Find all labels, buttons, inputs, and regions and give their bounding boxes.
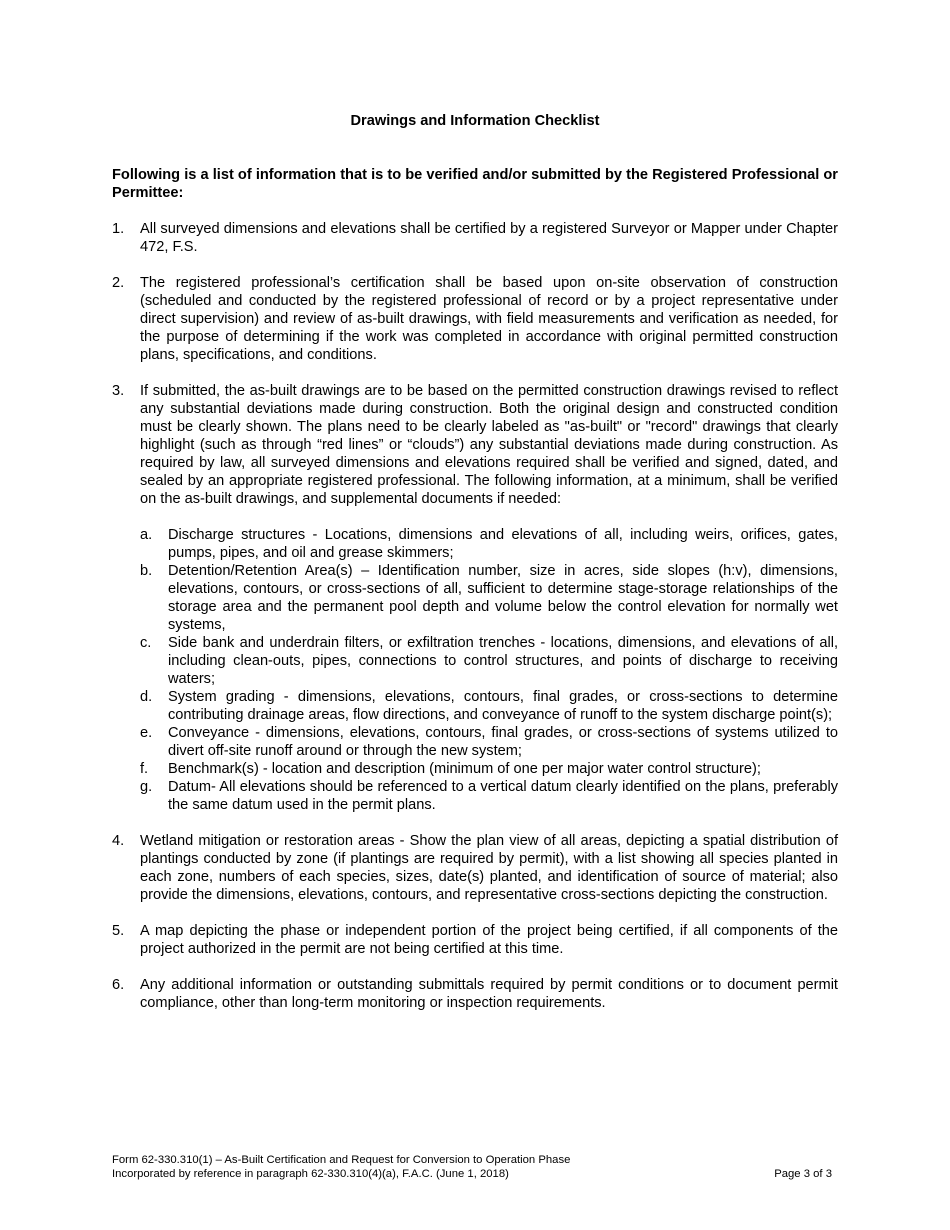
sub-list-item xyxy=(140,634,838,688)
intro-paragraph: Following is a list of information that is to be verified and/or submitted by the Registered Professional or Permittee: xyxy=(112,167,838,201)
sub-list-item xyxy=(140,760,838,778)
sub-item-text: Conveyance - dimensions, elevations, contours, final grades, or cross-sections of systems utilized to divert off-site runoff around or through the new system; xyxy=(168,725,838,759)
sub-item-text: Benchmark(s) - location and description (minimum of one per major water control structure); xyxy=(168,761,761,777)
footer-form-line: Form 62-330.310(1) – As-Built Certification and Request for Conversion to Operation Phase xyxy=(112,1154,571,1166)
sub-item-letter: a. xyxy=(140,527,153,543)
item-text: All surveyed dimensions and elevations shall be certified by a registered Surveyor or Mapper under Chapter 472, F.S. xyxy=(140,221,838,255)
sub-item-letter: g. xyxy=(140,779,153,795)
list-item xyxy=(112,274,838,364)
list-item xyxy=(112,922,838,958)
page-number: Page 3 of 3 xyxy=(774,1168,832,1180)
sub-list-item xyxy=(140,526,838,562)
item-number: 2. xyxy=(112,275,125,291)
list-item xyxy=(112,220,838,256)
sub-item-text: Datum- All elevations should be referenced to a vertical datum clearly identified on the plans, preferably the same datum used in the permit plans. xyxy=(168,779,838,813)
sub-item-text: Discharge structures - Locations, dimensions and elevations of all, including weirs, orifices, gates, pumps, pipes, and oil and grease skimmers; xyxy=(168,527,838,561)
item-number: 1. xyxy=(112,221,125,237)
page-footer xyxy=(112,1153,832,1181)
item-number: 3. xyxy=(112,383,125,399)
sub-item-letter: c. xyxy=(140,635,152,651)
list-item xyxy=(112,832,838,904)
page-title: Drawings and Information Checklist xyxy=(350,113,600,129)
list-item xyxy=(112,976,838,1012)
list-item xyxy=(112,382,838,814)
sub-list-item xyxy=(140,562,838,634)
sub-item-letter: b. xyxy=(140,563,153,579)
item-text: If submitted, the as-built drawings are to be based on the permitted construction drawings revised to reflect any substantial deviations made during construction. Both the original design and constructed condition must be clearly shown. The plans need to be clearly labeled as "as-built" or "record" drawings that clearly highlight (such as through “red lines” or “clouds”) any substantial deviations made during construction. As required by law, all surveyed dimensions and elevations required shall be verified and signed, dated, and sealed by an appropriate registered professional. The following information, at a minimum, shall be verified on the as-built drawings, and supplemental documents if needed: xyxy=(140,383,838,507)
sub-item-letter: d. xyxy=(140,689,153,705)
item-text: Any additional information or outstanding submittals required by permit conditions or to document permit compliance, other than long-term monitoring or inspection requirements. xyxy=(140,977,838,1011)
sub-item-letter: e. xyxy=(140,725,153,741)
sub-checklist xyxy=(140,526,838,814)
item-text: The registered professional’s certification shall be based upon on-site observation of construction (scheduled and conducted by the registered professional of record or by a project representative under direct supervision) and review of as-built drawings, with field measurements and verification as needed, for the purpose of determining if the work was completed in accordance with original permitted construction plans, specifications, and conditions. xyxy=(140,275,838,363)
item-number: 4. xyxy=(112,833,125,849)
sub-list-item xyxy=(140,724,838,760)
item-number: 5. xyxy=(112,923,125,939)
item-text: A map depicting the phase or independent portion of the project being certified, if all components of the project authorized in the permit are not being certified at this time. xyxy=(140,923,838,957)
footer-reference-line: Incorporated by reference in paragraph 62-330.310(4)(a), F.A.C. (June 1, 2018) xyxy=(112,1168,509,1180)
sub-item-text: Side bank and underdrain filters, or exfiltration trenches - locations, dimensions, and elevations of all, including clean-outs, pipes, connections to control structures, and points of discharge to receiving waters; xyxy=(168,635,838,687)
sub-list-item xyxy=(140,688,838,724)
sub-item-text: System grading - dimensions, elevations, contours, final grades, or cross-sections to determine contributing drainage areas, flow directions, and conveyance of runoff to the system discharge point(s); xyxy=(168,689,838,723)
sub-item-text: Detention/Retention Area(s) – Identification number, size in acres, side slopes (h:v), dimensions, elevations, contours, or cross-sections of all, sufficient to determine stage-storage relationships of the storage area and the permanent pool depth and volume below the control elevation for normally wet systems, xyxy=(168,563,838,633)
item-number: 6. xyxy=(112,977,125,993)
checklist xyxy=(112,220,838,1030)
item-text: Wetland mitigation or restoration areas - Show the plan view of all areas, depicting a spatial distribution of plantings conducted by zone (if plantings are required by permit), with a list showing all species planted in each zone, numbers of each species, sizes, date(s) planted, and identification of source of material; also provide the dimensions, elevations, contours, and representative cross-sections depicting the construction. xyxy=(140,833,838,903)
sub-list-item xyxy=(140,778,838,814)
sub-item-letter: f. xyxy=(140,761,149,777)
